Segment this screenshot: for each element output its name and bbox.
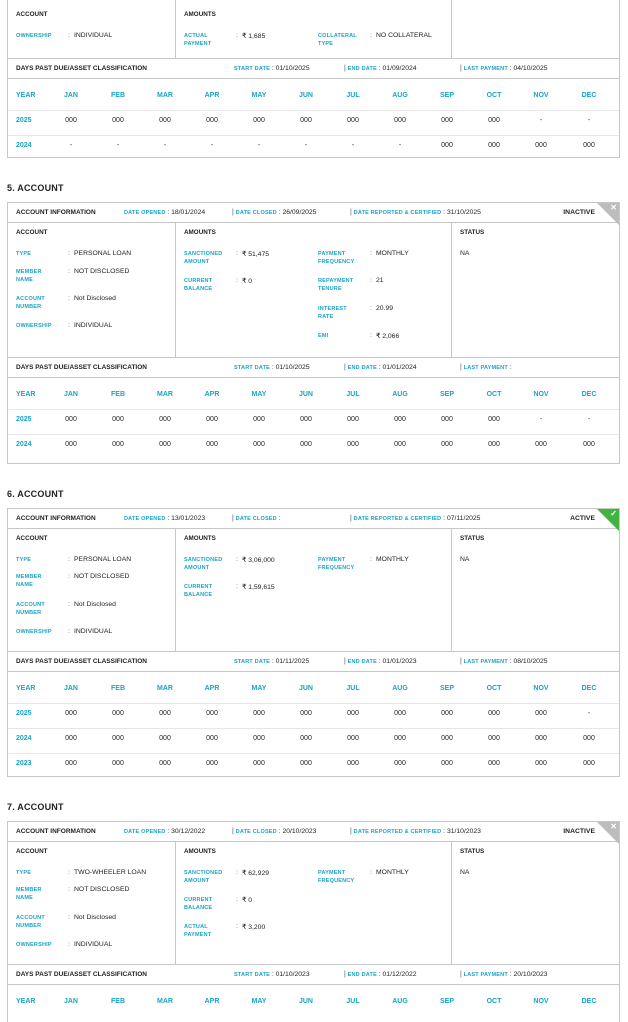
ownership-value: INDIVIDUAL (74, 32, 113, 39)
dpd-grid (8, 378, 619, 462)
status-col-title: STATUS (460, 848, 485, 855)
month-header: JAN (63, 92, 78, 99)
last-payment-label: LAST PAYMENT (463, 659, 508, 665)
collateral-type-label: COLLATERAL TYPE (318, 33, 357, 47)
status-col-title: STATUS (460, 229, 485, 236)
dpd-cell: 000 (300, 735, 312, 742)
year-cell: 2025 (16, 117, 32, 124)
year-cell: 2025 (16, 416, 32, 423)
type-label: TYPE (16, 251, 32, 257)
dpd-cell: 000 (488, 117, 500, 124)
date-reported-label: DATE REPORTED & CERTIFIED (353, 210, 442, 216)
dpd-header: DAYS PAST DUE/ASSET CLASSIFICATION START DATE : 01/10/2025 | END DATE : 01/01/2024 | LAST PAYMENT : (8, 358, 619, 378)
dpd-cell: 000 (206, 117, 218, 124)
dpd-cell: 000 (394, 735, 406, 742)
dpd-cell: - (539, 117, 543, 124)
dpd-cell: 000 (488, 735, 500, 742)
month-header: JUL (346, 998, 360, 1005)
current-balance-label: CURRENT BALANCE (184, 897, 213, 911)
month-header: JAN (63, 391, 78, 398)
row-divider (8, 409, 619, 410)
emi-label: EMI (318, 333, 329, 339)
status-value: NA (460, 556, 470, 563)
dpd-cell: 000 (112, 416, 124, 423)
account-5-details: ACCOUNT TYPE : PERSONAL LOAN MEMBER NAME : NOT DISCLOSED ACCOUNT NUMBER : Not Disclosed OWNERSHIP : INDIVIDUAL AMOUNTS SANCTIONED AMOUNT : ₹ 51,475 CURRENT BALANCE : ₹ 0 PAYMENT FREQUENCY : MONTHLY REPAYMENT TENURE : 21 INTEREST RATE : 20.99 EMI : ₹ 2,066 STATUS NA (8, 223, 619, 358)
payment-frequency-label: PAYMENT FREQUENCY (318, 251, 355, 265)
date-opened-label: DATE OPENED (124, 829, 166, 835)
ownership-label: OWNERSHIP (16, 33, 52, 39)
dpd-cell: 000 (112, 760, 124, 767)
dpd-cell: 000 (583, 735, 595, 742)
payment-frequency-value: MONTHLY (376, 556, 409, 563)
actual-payment-label: ACTUAL PAYMENT (184, 924, 212, 938)
end-date-value: 01/12/2022 (382, 971, 417, 978)
status-value: NA (460, 869, 470, 876)
repayment-tenure-label: REPAYMENT TENURE (318, 278, 354, 292)
dpd-cell: 000 (535, 710, 547, 717)
ownership-label: OWNERSHIP (16, 323, 52, 329)
status-col-title: STATUS (460, 535, 485, 542)
dpd-cell: 000 (253, 441, 265, 448)
date-closed-value: 20/10/2023 (282, 828, 317, 835)
sanctioned-amount-label: SANCTIONED AMOUNT (184, 557, 223, 571)
dpd-cell: 000 (347, 735, 359, 742)
month-header: JUN (298, 391, 313, 398)
date-opened-label: DATE OPENED (124, 210, 166, 216)
dpd-cell: 000 (206, 441, 218, 448)
row-divider (8, 135, 619, 136)
actual-payment-value: ₹ 3,200 (242, 924, 266, 931)
collateral-type-value: NO COLLATERAL (376, 32, 432, 39)
date-closed-value: 26/09/2025 (282, 209, 317, 216)
month-header: NOV (533, 92, 549, 99)
account-6-title: 6. ACCOUNT (7, 489, 64, 499)
month-header: NOV (533, 391, 549, 398)
month-header: APR (204, 391, 220, 398)
type-value: PERSONAL LOAN (74, 250, 132, 257)
start-date-value: 01/10/2025 (275, 364, 310, 371)
last-payment-label: LAST PAYMENT (463, 365, 508, 371)
dpd-header: DAYS PAST DUE/ASSET CLASSIFICATION START DATE : 01/10/2023 | END DATE : 01/12/2022 | LAST PAYMENT : 20/10/2023 (8, 965, 619, 985)
dpd-grid (8, 985, 619, 1022)
current-balance-value: ₹ 0 (242, 278, 252, 285)
month-header: MAR (157, 92, 173, 99)
year-cell: 2024 (16, 441, 32, 448)
dpd-cell: 000 (159, 760, 171, 767)
dpd-cell: 000 (488, 416, 500, 423)
month-header: MAR (157, 998, 173, 1005)
row-divider (8, 703, 619, 704)
account-col-title: ACCOUNT (16, 11, 48, 18)
last-payment-label: LAST PAYMENT (463, 66, 508, 72)
dpd-cell: 000 (65, 441, 77, 448)
month-header: APR (204, 92, 220, 99)
ownership-label: OWNERSHIP (16, 629, 52, 635)
current-balance-value: ₹ 1,59,615 (242, 584, 275, 591)
dpd-cell: 000 (159, 441, 171, 448)
dpd-cell: 000 (394, 760, 406, 767)
dpd-cell: 000 (65, 760, 77, 767)
sanctioned-amount-label: SANCTIONED AMOUNT (184, 870, 223, 884)
dpd-cell: 000 (206, 416, 218, 423)
last-payment-label: LAST PAYMENT (463, 972, 508, 978)
year-cell: 2024 (16, 142, 32, 149)
dpd-cell: 000 (253, 416, 265, 423)
dpd-cell: 000 (583, 760, 595, 767)
dpd-cell: - (587, 416, 591, 423)
dpd-grid (8, 672, 619, 776)
account-7-card (7, 821, 620, 1022)
member-name-label: MEMBER NAME (16, 574, 42, 588)
dpd-cell: - (69, 142, 73, 149)
dpd-cell: 000 (253, 735, 265, 742)
dpd-title: DAYS PAST DUE/ASSET CLASSIFICATION (16, 65, 147, 72)
ownership-value: INDIVIDUAL (74, 322, 113, 329)
sanctioned-amount-value: ₹ 51,475 (242, 251, 270, 258)
dpd-cell: 000 (441, 441, 453, 448)
type-value: PERSONAL LOAN (74, 556, 132, 563)
dpd-cell: 000 (488, 441, 500, 448)
status-value: NA (460, 250, 470, 257)
month-header: JUN (298, 92, 313, 99)
account-col-title: ACCOUNT (16, 535, 48, 542)
dpd-cell: 000 (347, 416, 359, 423)
end-date-label: END DATE (347, 972, 377, 978)
date-closed-label: DATE CLOSED (235, 829, 277, 835)
account-col-title: ACCOUNT (16, 229, 48, 236)
dpd-cell: 000 (112, 735, 124, 742)
month-header: YEAR (16, 998, 36, 1005)
last-payment-value: 04/10/2025 (513, 65, 548, 72)
month-header: APR (204, 685, 220, 692)
member-name-value: NOT DISCLOSED (74, 886, 130, 893)
dpd-grid (8, 79, 619, 157)
interest-rate-label: INTEREST RATE (318, 306, 347, 320)
month-header: DEC (581, 391, 597, 398)
close-icon: ✕ (610, 203, 617, 212)
dpd-cell: 000 (159, 710, 171, 717)
member-name-label: MEMBER NAME (16, 269, 42, 283)
dpd-cell: 000 (159, 416, 171, 423)
month-header: FEB (111, 92, 125, 99)
dpd-cell: 000 (300, 117, 312, 124)
status-badge: INACTIVE (563, 209, 595, 216)
end-date-value: 01/09/2024 (382, 65, 417, 72)
payment-frequency-label: PAYMENT FREQUENCY (318, 870, 355, 884)
end-date-label: END DATE (347, 365, 377, 371)
dpd-cell: 000 (65, 735, 77, 742)
dpd-cell: 000 (441, 735, 453, 742)
date-reported-value: 07/11/2025 (446, 515, 481, 522)
start-date-label: START DATE (234, 659, 271, 665)
dpd-cell: 000 (112, 710, 124, 717)
dpd-cell: - (116, 142, 120, 149)
dpd-cell: 000 (441, 142, 453, 149)
dpd-cell: 000 (488, 142, 500, 149)
year-cell: 2025 (16, 710, 32, 717)
account-4-details: ACCOUNT OWNERSHIP : INDIVIDUAL AMOUNTS ACTUAL PAYMENT : ₹ 1,685 COLLATERAL TYPE : NO COLLATERAL (8, 0, 619, 59)
dpd-cell: 000 (441, 416, 453, 423)
member-name-label: MEMBER NAME (16, 887, 42, 901)
dpd-cell: 000 (488, 710, 500, 717)
account-4-card (7, 0, 620, 158)
date-opened-value: 18/01/2024 (171, 209, 206, 216)
year-cell: 2024 (16, 735, 32, 742)
month-header: MAR (157, 685, 173, 692)
dpd-cell: 000 (253, 117, 265, 124)
account-number-value: Not Disclosed (74, 601, 116, 608)
date-reported-value: 31/10/2025 (446, 209, 481, 216)
amounts-col-title: AMOUNTS (184, 848, 216, 855)
status-badge: ACTIVE (570, 515, 595, 522)
month-header: YEAR (16, 685, 36, 692)
dpd-header: DAYS PAST DUE/ASSET CLASSIFICATION START DATE : 01/10/2025 | END DATE : 01/09/2024 | LAST PAYMENT : 04/10/2025 (8, 59, 619, 79)
dpd-cell: 000 (300, 760, 312, 767)
dpd-cell: 000 (65, 117, 77, 124)
dpd-cell: 000 (441, 760, 453, 767)
account-6-card (7, 508, 620, 777)
sanctioned-amount-label: SANCTIONED AMOUNT (184, 251, 223, 265)
dpd-cell: 000 (253, 760, 265, 767)
month-header: DEC (581, 92, 597, 99)
month-header: OCT (486, 92, 502, 99)
dpd-cell: 000 (441, 710, 453, 717)
dpd-cell: 000 (441, 117, 453, 124)
year-cell: 2023 (16, 760, 32, 767)
dpd-cell: 000 (112, 441, 124, 448)
dpd-cell: 000 (535, 441, 547, 448)
dpd-cell: - (304, 142, 308, 149)
sanctioned-amount-value: ₹ 62,929 (242, 870, 270, 877)
dpd-cell: 000 (394, 441, 406, 448)
month-header: JUL (346, 92, 360, 99)
account-number-value: Not Disclosed (74, 295, 116, 302)
dpd-cell: 000 (535, 142, 547, 149)
amounts-col-title: AMOUNTS (184, 11, 216, 18)
month-header: AUG (392, 391, 408, 398)
month-header: MAY (251, 391, 267, 398)
account-col-title: ACCOUNT (16, 848, 48, 855)
month-header: MAR (157, 391, 173, 398)
current-balance-label: CURRENT BALANCE (184, 278, 213, 292)
end-date-label: END DATE (347, 66, 377, 72)
month-header: SEP (439, 998, 454, 1005)
start-date-value: 01/10/2023 (275, 971, 310, 978)
month-header: FEB (111, 998, 125, 1005)
amounts-col-title: AMOUNTS (184, 229, 216, 236)
dpd-cell: 000 (300, 441, 312, 448)
month-header: JUN (298, 998, 313, 1005)
payment-frequency-label: PAYMENT FREQUENCY (318, 557, 355, 571)
actual-payment-value: ₹ 1,685 (242, 33, 266, 40)
dpd-cell: 000 (159, 735, 171, 742)
month-header: NOV (533, 998, 549, 1005)
dpd-cell: 000 (206, 710, 218, 717)
month-header: MAY (251, 92, 267, 99)
dpd-cell: - (539, 416, 543, 423)
account-7-details: ACCOUNT TYPE : TWO-WHEELER LOAN MEMBER NAME : NOT DISCLOSED ACCOUNT NUMBER : Not Disclosed OWNERSHIP : INDIVIDUAL AMOUNTS SANCTIONED AMOUNT : ₹ 62,929 CURRENT BALANCE : ₹ 0 ACTUAL PAYMENT : ₹ 3,200 PAYMENT FREQUENCY : MONTHLY STATUS NA (8, 842, 619, 965)
month-header: YEAR (16, 92, 36, 99)
member-name-value: NOT DISCLOSED (74, 573, 130, 580)
status-badge: INACTIVE (563, 828, 595, 835)
account-info-row: ACCOUNT INFORMATION DATE OPENED : 13/01/2023 | DATE CLOSED : | DATE REPORTED & CERTIFIED : 07/11/2025 ACTIVE ✓ (8, 509, 619, 529)
dpd-header: DAYS PAST DUE/ASSET CLASSIFICATION START DATE : 01/11/2025 | END DATE : 01/01/2023 | LAST PAYMENT : 08/10/2025 (8, 652, 619, 672)
month-header: DEC (581, 998, 597, 1005)
last-payment-value: 20/10/2023 (513, 971, 548, 978)
month-header: MAY (251, 998, 267, 1005)
dpd-cell: 000 (206, 735, 218, 742)
type-value: TWO-WHEELER LOAN (74, 869, 147, 876)
dpd-cell: 000 (394, 117, 406, 124)
dpd-cell: 000 (206, 760, 218, 767)
month-header: JUN (298, 685, 313, 692)
date-reported-label: DATE REPORTED & CERTIFIED (353, 516, 442, 522)
date-opened-value: 13/01/2023 (171, 515, 206, 522)
month-header: FEB (111, 391, 125, 398)
month-header: YEAR (16, 391, 36, 398)
end-date-value: 01/01/2023 (382, 658, 417, 665)
dpd-cell: 000 (347, 760, 359, 767)
dpd-cell: 000 (347, 117, 359, 124)
date-closed-label: DATE CLOSED (235, 516, 277, 522)
date-reported-value: 31/10/2023 (446, 828, 481, 835)
dpd-cell: - (587, 117, 591, 124)
month-header: SEP (439, 391, 454, 398)
month-header: JAN (63, 685, 78, 692)
dpd-cell: - (163, 142, 167, 149)
dpd-cell: 000 (583, 441, 595, 448)
amounts-col-title: AMOUNTS (184, 535, 216, 542)
type-label: TYPE (16, 870, 32, 876)
dpd-cell: 000 (535, 760, 547, 767)
dpd-cell: 000 (347, 710, 359, 717)
month-header: MAY (251, 685, 267, 692)
dpd-cell: - (210, 142, 214, 149)
dpd-cell: 000 (300, 710, 312, 717)
close-icon: ✕ (610, 822, 617, 831)
account-info-title: ACCOUNT INFORMATION (16, 209, 96, 216)
dpd-cell: - (398, 142, 402, 149)
account-info-title: ACCOUNT INFORMATION (16, 828, 96, 835)
type-label: TYPE (16, 557, 32, 563)
month-header: AUG (392, 998, 408, 1005)
account-5-card (7, 202, 620, 464)
date-reported-label: DATE REPORTED & CERTIFIED (353, 829, 442, 835)
account-info-row: ACCOUNT INFORMATION DATE OPENED : 18/01/2024 | DATE CLOSED : 26/09/2025 | DATE REPORTED & CERTIFIED : 31/10/2025 INACTIVE ✕ (8, 203, 619, 223)
account-info-title: ACCOUNT INFORMATION (16, 515, 96, 522)
month-header: JUL (346, 391, 360, 398)
account-6-details: ACCOUNT TYPE : PERSONAL LOAN MEMBER NAME : NOT DISCLOSED ACCOUNT NUMBER : Not Disclosed OWNERSHIP : INDIVIDUAL AMOUNTS SANCTIONED AMOUNT : ₹ 3,06,000 CURRENT BALANCE : ₹ 1,59,615 PAYMENT FREQUENCY : MONTHLY STATUS NA (8, 529, 619, 652)
dpd-cell: 000 (300, 416, 312, 423)
month-header: JAN (63, 998, 78, 1005)
month-header: SEP (439, 685, 454, 692)
month-header: APR (204, 998, 220, 1005)
dpd-cell: 000 (488, 760, 500, 767)
end-date-label: END DATE (347, 659, 377, 665)
start-date-label: START DATE (234, 972, 271, 978)
ownership-value: INDIVIDUAL (74, 628, 113, 635)
month-header: SEP (439, 92, 454, 99)
dpd-cell: 000 (394, 710, 406, 717)
month-header: JUL (346, 685, 360, 692)
dpd-cell: - (257, 142, 261, 149)
ownership-label: OWNERSHIP (16, 942, 52, 948)
start-date-label: START DATE (234, 66, 271, 72)
date-opened-value: 30/12/2022 (171, 828, 206, 835)
date-opened-label: DATE OPENED (124, 516, 166, 522)
check-icon: ✓ (610, 509, 617, 518)
account-number-label: ACCOUNT NUMBER (16, 602, 45, 616)
month-header: OCT (486, 391, 502, 398)
actual-payment-label: ACTUAL PAYMENT (184, 33, 212, 47)
current-balance-label: CURRENT BALANCE (184, 584, 213, 598)
account-number-value: Not Disclosed (74, 914, 116, 921)
member-name-value: NOT DISCLOSED (74, 268, 130, 275)
month-header: DEC (581, 685, 597, 692)
dpd-cell: 000 (65, 710, 77, 717)
dpd-cell: 000 (65, 416, 77, 423)
end-date-value: 01/01/2024 (382, 364, 417, 371)
month-header: OCT (486, 998, 502, 1005)
start-date-label: START DATE (234, 365, 271, 371)
repayment-tenure-value: 21 (376, 277, 384, 284)
payment-frequency-value: MONTHLY (376, 869, 409, 876)
account-info-row: ACCOUNT INFORMATION DATE OPENED : 30/12/2022 | DATE CLOSED : 20/10/2023 | DATE REPORTED & CERTIFIED : 31/10/2023 INACTIVE ✕ (8, 822, 619, 842)
row-divider (8, 434, 619, 435)
account-number-label: ACCOUNT NUMBER (16, 296, 45, 310)
dpd-cell: 000 (535, 735, 547, 742)
month-header: AUG (392, 685, 408, 692)
dpd-title: DAYS PAST DUE/ASSET CLASSIFICATION (16, 658, 147, 665)
emi-value: ₹ 2,066 (376, 333, 400, 340)
month-header: OCT (486, 685, 502, 692)
dpd-cell: 000 (347, 441, 359, 448)
dpd-cell: 000 (159, 117, 171, 124)
row-divider (8, 728, 619, 729)
row-divider (8, 753, 619, 754)
dpd-cell: - (351, 142, 355, 149)
dpd-title: DAYS PAST DUE/ASSET CLASSIFICATION (16, 364, 147, 371)
row-divider (8, 110, 619, 111)
account-5-title: 5. ACCOUNT (7, 183, 64, 193)
dpd-cell: - (587, 710, 591, 717)
dpd-cell: 000 (394, 416, 406, 423)
last-payment-value: 08/10/2025 (513, 658, 548, 665)
sanctioned-amount-value: ₹ 3,06,000 (242, 557, 275, 564)
dpd-cell: 000 (583, 142, 595, 149)
current-balance-value: ₹ 0 (242, 897, 252, 904)
dpd-cell: 000 (253, 710, 265, 717)
account-number-label: ACCOUNT NUMBER (16, 915, 45, 929)
month-header: FEB (111, 685, 125, 692)
start-date-value: 01/10/2025 (275, 65, 310, 72)
account-7-title: 7. ACCOUNT (7, 802, 64, 812)
ownership-value: INDIVIDUAL (74, 941, 113, 948)
interest-rate-value: 20.99 (376, 305, 394, 312)
month-header: NOV (533, 685, 549, 692)
date-closed-label: DATE CLOSED (235, 210, 277, 216)
dpd-cell: 000 (112, 117, 124, 124)
month-header: AUG (392, 92, 408, 99)
payment-frequency-value: MONTHLY (376, 250, 409, 257)
dpd-title: DAYS PAST DUE/ASSET CLASSIFICATION (16, 971, 147, 978)
start-date-value: 01/11/2025 (275, 658, 310, 665)
